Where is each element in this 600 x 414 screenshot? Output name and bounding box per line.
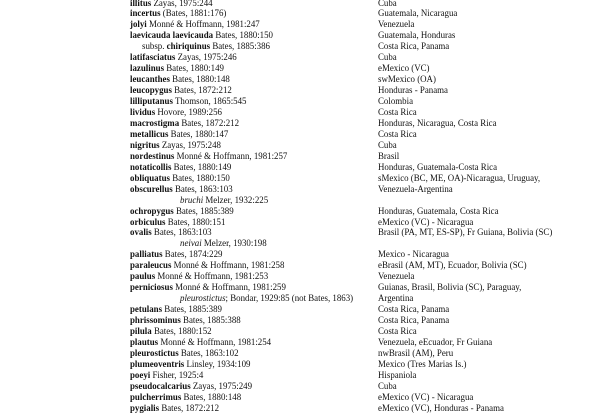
species-name: perniciosus <box>130 282 173 293</box>
distribution-cell: Cuba <box>378 0 397 8</box>
distribution-cell: Argentina <box>378 293 414 304</box>
distribution-cell: Venezuela <box>378 19 415 30</box>
author-citation: Bates, 1885:386 <box>212 41 270 52</box>
author-citation: Bates, 1880:149 <box>166 63 224 74</box>
author-citation: Bates, 1880:147 <box>170 128 229 139</box>
author-citation: Hovore, 1989:256 <box>157 107 222 117</box>
distribution-cell: Venezuela, eEcuador, Fr Guiana <box>378 336 493 347</box>
distribution-cell: Colombia <box>378 96 414 107</box>
author-citation: Bates, 1880:148 <box>172 74 230 85</box>
species-name: poeyi <box>130 369 151 380</box>
author-citation: Monné & Hoffmann, 1981:259 <box>175 282 286 293</box>
author-citation: Fisher, 1925:4 <box>152 369 204 380</box>
species-name: metallicus <box>130 128 169 139</box>
author-citation: Bates, 1885:389 <box>164 304 222 315</box>
species-name: lazulinus <box>130 63 165 74</box>
distribution-cell: Mexico (Tres Marias Is.) <box>378 358 467 369</box>
distribution-cell: Costa Rica, Panama <box>378 304 450 315</box>
species-name: pseudocalcarius <box>130 380 191 391</box>
distribution-cell: Hispaniola <box>378 369 417 380</box>
author-citation: Bates, 1880:148 <box>183 391 242 402</box>
author-citation: Bates, 1880:150 <box>172 172 230 183</box>
species-name: leucopygus <box>130 85 172 96</box>
author-citation: Bates, 1885:389 <box>175 205 234 216</box>
species-name: pleurostictus <box>130 347 179 358</box>
species-name: paraleucus <box>130 260 172 271</box>
distribution-cell: swMexico (OA) <box>378 74 436 85</box>
author-citation: Monné & Hoffmann, 1981:247 <box>148 19 260 30</box>
author-citation: Melzer, 1930:198 <box>203 238 267 249</box>
species-name: palliatus <box>130 249 163 260</box>
distribution-cell: Honduras, Guatemala-Costa Rica <box>378 161 498 172</box>
author-citation: Melzer, 1932:225 <box>205 194 269 205</box>
species-name: petulans <box>130 304 163 315</box>
species-name: jolyi <box>130 19 147 30</box>
distribution-cell: Guianas, Brasil, Bolivia (SC), Paraguay, <box>378 282 522 293</box>
species-name: plautus <box>130 336 159 347</box>
species-name: orbiculus <box>130 216 166 227</box>
distribution-cell: eMexico (VC) - Nicaragua <box>378 391 474 402</box>
species-name: ovalis <box>130 227 152 238</box>
species-name: latifasciatus <box>130 52 176 63</box>
species-name: phrissominus <box>130 315 181 326</box>
distribution-cell: Guatemala, Honduras <box>378 30 456 41</box>
author-citation: Monné & Hoffmann, 1981:253 <box>157 271 269 282</box>
author-citation: Bates, 1880:150 <box>215 30 273 41</box>
species-name: illitus <box>130 0 152 8</box>
species-name: macrostigma <box>130 117 180 128</box>
distribution-cell: Guatemala, Nicaragua <box>378 8 458 19</box>
species-name: pilula <box>130 326 152 336</box>
author-citation: Monné & Hoffmann, 1981:254 <box>160 336 272 347</box>
distribution-cell: Cuba <box>378 380 397 391</box>
species-name: chiriquinus <box>166 41 211 52</box>
distribution-cell: Brasil (PA, MT, ES-SP), Fr Guiana, Bolivia (SC) <box>378 227 553 238</box>
author-citation: Monné & Hoffmann, 1981:257 <box>176 150 288 161</box>
distribution-cell: Cuba <box>378 52 397 63</box>
author-citation: Bates, 1863:103 <box>174 183 233 194</box>
distribution-cell: Costa Rica, Panama <box>378 315 450 326</box>
species-name: plumeoventris <box>130 358 185 369</box>
author-citation: Zayas, 1975:244 <box>153 0 213 8</box>
rank-prefix: subsp. <box>142 41 165 52</box>
distribution-cell: Mexico - Nicaragua <box>378 249 449 260</box>
species-name: pygialis <box>130 402 160 413</box>
distribution-cell: Costa Rica <box>378 107 417 117</box>
distribution-cell: Costa Rica <box>378 326 417 336</box>
distribution-cell: Costa Rica, Panama <box>378 41 450 52</box>
author-citation: Bates, 1880:149 <box>173 161 232 172</box>
distribution-cell: nwBrasil (AM), Peru <box>378 347 454 358</box>
distribution-cell: Honduras, Guatemala, Costa Rica <box>378 205 499 216</box>
author-citation: Zayas, 1975:246 <box>177 52 237 63</box>
author-citation: Bates, 1880:152 <box>153 326 212 336</box>
species-name: nordestinus <box>130 150 175 161</box>
author-citation: Bates, 1872:212 <box>161 402 220 413</box>
species-name: ochropygus <box>130 205 174 216</box>
distribution-cell: Cuba <box>378 139 397 150</box>
distribution-cell: eMexico (VC), Honduras - Panama <box>378 402 504 413</box>
species-name: incertus <box>130 8 161 19</box>
species-name: lividus <box>130 107 156 117</box>
author-citation: ; Bondar, 1929:85 (not Bates, 1863) <box>225 293 354 304</box>
species-name: nigritus <box>130 139 160 150</box>
species-name: obliquatus <box>130 172 170 183</box>
distribution-cell: Honduras - Panama <box>378 85 448 96</box>
author-citation: Bates, 1872:212 <box>181 117 240 128</box>
distribution-cell: Brasil <box>378 150 400 161</box>
distribution-cell: eMexico (VC) <box>378 63 430 74</box>
author-citation: Zayas, 1975:248 <box>161 139 221 150</box>
author-citation: Bates, 1885:388 <box>183 315 241 326</box>
distribution-cell: Venezuela <box>378 271 415 282</box>
species-name: notaticollis <box>130 161 172 172</box>
distribution-cell: eMexico (VC) - Nicaragua <box>378 216 474 227</box>
checklist-row <box>0 403 600 414</box>
distribution-cell: eBrasil (AM, MT), Ecuador, Bolivia (SC) <box>378 260 527 271</box>
species-name: laevicauda laevicauda <box>130 30 214 41</box>
synonym-name: bruchi <box>180 194 204 205</box>
author-citation: Bates, 1863:102 <box>180 347 239 358</box>
species-name: pulcherrimus <box>130 391 182 402</box>
author-citation: Bates, 1880:151 <box>167 216 226 227</box>
author-citation: Thomson, 1865:545 <box>174 96 247 107</box>
author-citation: Bates, 1872:212 <box>174 85 232 96</box>
author-citation: Linsley, 1934:109 <box>186 358 251 369</box>
distribution-cell: Costa Rica <box>378 128 417 139</box>
author-citation: Monné & Hoffmann, 1981:258 <box>173 260 285 271</box>
synonym-name: pleurostictus <box>180 293 226 304</box>
species-name: lilliputanus <box>130 96 173 107</box>
distribution-cell: Honduras, Nicaragua, Costa Rica <box>378 117 497 128</box>
author-citation: Bates, 1874:229 <box>164 249 223 260</box>
author-citation: Bates, 1863:103 <box>153 227 212 238</box>
species-name: obscurellus <box>130 183 173 194</box>
author-citation: (Bates, 1881:176) <box>162 8 227 19</box>
species-name: leucanthes <box>130 74 170 85</box>
species-name: paulus <box>130 271 156 282</box>
synonym-name: neivai <box>180 238 202 249</box>
distribution-cell: Venezuela-Argentina <box>378 183 453 194</box>
author-citation: Zayas, 1975:249 <box>192 380 253 391</box>
taxon-cell <box>130 403 219 414</box>
distribution-cell: sMexico (BC, ME, OA)-Nicaragua, Uruguay, <box>378 172 541 183</box>
